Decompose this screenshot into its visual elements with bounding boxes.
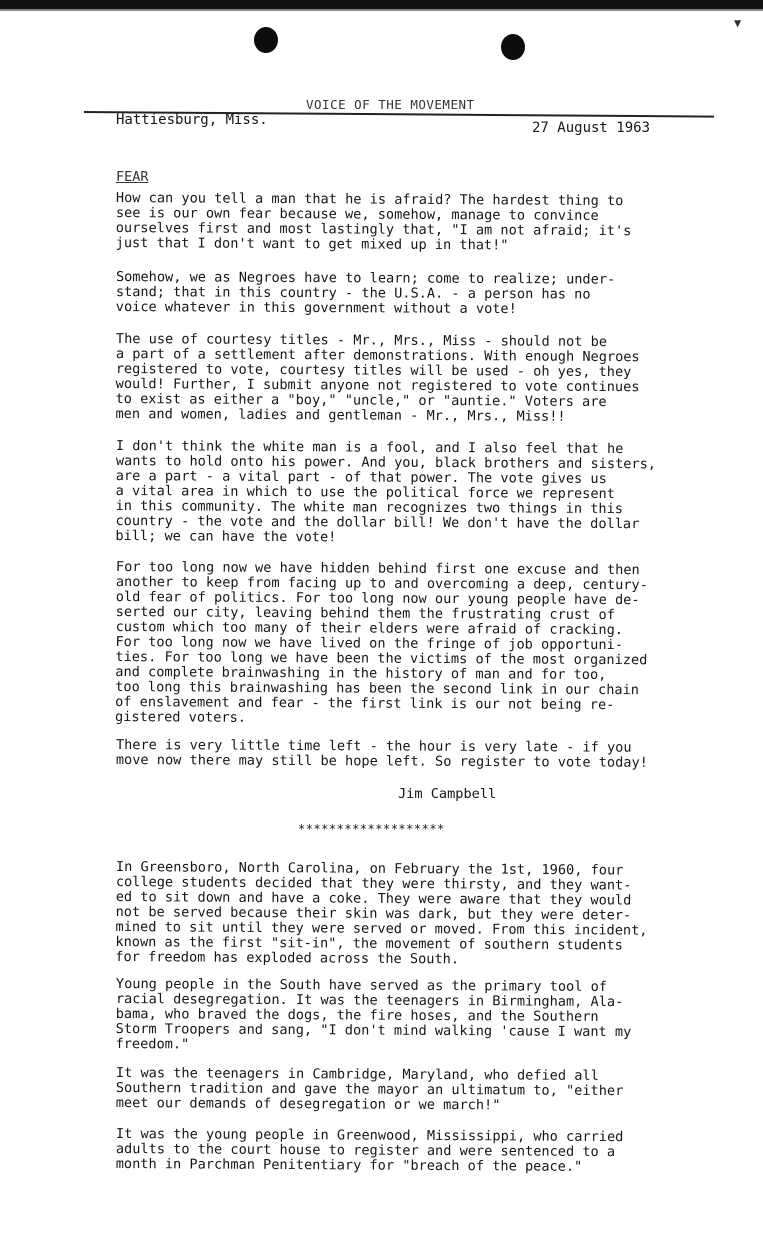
- body-paragraph: It was the teenagers in Cambridge, Maryland, who defied all Southern tradition and gave the mayor an ultimatum to, "either meet our demands of desegregation or we march!": [115, 1065, 624, 1114]
- body-paragraph: Somehow, we as Negroes have to learn; come to realize; under- stand; that in this country - the U.S.A. - a person has no voice whatever in this government without a vote!: [115, 269, 616, 318]
- dateline-place: Hattiesburg, Miss.: [116, 112, 268, 128]
- author-signature: Jim Campbell: [398, 786, 497, 802]
- body-paragraph: I don't think the white man is a fool, and I also feel that he wants to hold onto his power. And you, black brothers and sisters, are a part - a vital part - of that power. The vote gives us a vital area in which to use the political force we represent in this community. The white man recognizes two things in this country - the vote and the dollar bill! We don't have the dollar bill; we can have the vote!: [115, 438, 657, 546]
- body-paragraph: In Greensboro, North Carolina, on February the 1st, 1960, four college students decided that they were thirsty, and they want- ed to sit down and have a coke. They were aware that they would not be served because their skin was dark, but they were deter- mined to sit until they were served or moved. From this incident, known as the first "sit-in", the movement of southern students for freedom has exploded across the South.: [115, 859, 648, 968]
- page-top-edge: [0, 0, 763, 9]
- dateline-date: 27 August 1963: [532, 120, 651, 136]
- body-paragraph: There is very little time left - the hour is very late - if you move now there may still be hope left. So register to vote today!: [115, 737, 648, 771]
- body-paragraph: For too long now we have hidden behind first one excuse and then another to keep from facing up to and overcoming a deep, century- old fear of politics. For too long now our young people have de- serted our city, leaving behind them the frustrating crust of custom which too many of their elders were afraid of cracking. For too long now we have lived on the fringe of job opportuni- ties. For too long we have been the victims of the most organized and complete brainwashing in the history of man and for too, too long this brainwashing has been the second link in our chain of enslavement and fear - the first link is our not being re- gistered voters.: [114, 559, 648, 726]
- body-paragraph: It was the young people in Greenwood, Mississippi, who carried adults to the court house to register and were sentenced to a month in Parchman Penitentiary for "breach of the peace.": [115, 1126, 624, 1175]
- masthead: VOICE OF THE MOVEMENT: [306, 97, 475, 112]
- binder-hole: [254, 27, 278, 53]
- binder-hole: [501, 34, 525, 60]
- page-top-edge-shadow: [0, 9, 763, 11]
- body-paragraph: How can you tell a man that he is afraid? The hardest thing to see is our own fear because we, somehow, manage to convince ourselves first and most lastingly that, "I am not afraid; it's just that I don't want to get mixed up in that!": [115, 190, 632, 254]
- scan-speck: ▼: [734, 16, 742, 30]
- body-paragraph: Young people in the South have served as the primary tool of racial desegregation. It was the teenagers in Birmingham, Ala- bama, who braved the dogs, the fire hoses, and the Southern Storm Troopers and sang, "I don't mind walking 'cause I want my freedom.": [115, 976, 632, 1053]
- section-divider: *******************: [298, 822, 445, 836]
- body-paragraph: The use of courtesy titles - Mr., Mrs., Miss - should not be a part of a settlement after demonstrations. With enough Negroes registered to vote, courtesy titles will be used - oh yes, they would! Further, I submit anyone not registered to vote continues to exist as either a "boy," "uncle," or "auntie." Voters are men and women, ladies and gentleman - Mr., Mrs., Miss!!: [115, 331, 640, 425]
- section-title: FEAR: [116, 169, 149, 185]
